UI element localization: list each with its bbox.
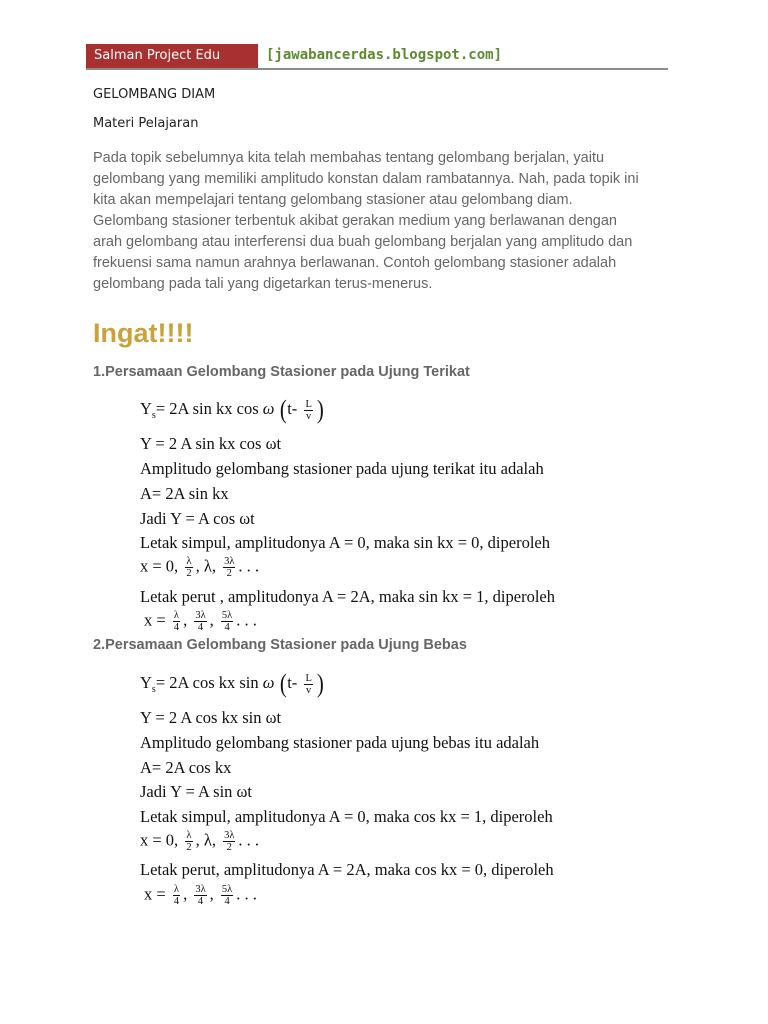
s2-perut-values: x = $\frac{\lambda}{4}$ , $\frac{3\lambda}{4}$ , $\frac{5\lambda}{4}$ . . . <box>144 884 257 907</box>
s2-simpul-values: x = 0, $\frac{\lambda}{2}$ , λ, $\frac{3\lambda}{2}$ . . . <box>140 830 260 853</box>
s2-eq-a: A= 2A cos kx <box>140 758 232 777</box>
s1-eq-y: Y = 2 A sin kx cos ωt <box>140 434 282 453</box>
s2-eq-jadi: Jadi Y = A sin ωt <box>140 782 252 801</box>
s1-text-simpul: Letak simpul, amplitudonya A = 0, maka sin kx = 0, diperoleh <box>140 533 550 552</box>
section2-heading: 2.Persamaan Gelombang Stasioner pada Ujung Bebas <box>93 637 467 653</box>
s2-text-perut: Letak perut, amplitudonya A = 2A, maka cos kx = 0, diperoleh <box>140 860 554 879</box>
s1-simpul-values: x = 0, $\frac{\lambda}{2}$ , λ, $\frac{3\lambda}{2}$ . . . <box>140 556 260 579</box>
s2-text-amplitudo: Amplitudo gelombang stasioner pada ujung bebas itu adalah <box>140 733 540 752</box>
s1-eq-ys: $Y_s= 2A$ sin kx cos ω (t- $\frac{L}{v}$ ) <box>140 395 324 424</box>
header-site-link[interactable]: [jawabancerdas.blogspot.com] <box>266 47 503 63</box>
s1-eq-jadi: Jadi Y = A cos ωt <box>140 509 255 528</box>
intro-line: Pada topik sebelumnya kita telah membahas tentang gelombang berjalan, yaitu <box>93 150 605 166</box>
s2-text-simpul: Letak simpul, amplitudonya A = 0, maka cos kx = 1, diperoleh <box>140 807 553 826</box>
intro-line: arah gelombang atau interferensi dua buah gelombang berjalan yang amplitudo dan <box>93 234 633 250</box>
intro-line: frekuensi sama namun arahnya berlawanan. Contoh gelombang stasioner adalah <box>93 255 617 271</box>
document-title: GELOMBANG DIAM <box>93 87 216 102</box>
s1-perut-values: x = $\frac{\lambda}{4}$ , $\frac{3\lambda}{4}$ , $\frac{5\lambda}{4}$ . . . <box>144 610 257 633</box>
s1-text-perut: Letak perut , amplitudonya A = 2A, maka sin kx = 1, diperoleh <box>140 587 555 606</box>
intro-line: gelombang pada tali yang digetarkan terus-menerus. <box>93 276 433 292</box>
s2-eq-y: Y = 2 A cos kx sin ωt <box>140 708 282 727</box>
section1-heading: 1.Persamaan Gelombang Stasioner pada Ujung Terikat <box>93 364 470 380</box>
intro-line: kita akan mempelajari tentang gelombang stasioner atau gelombang diam. <box>93 192 573 208</box>
header-brand: Salman Project Edu <box>86 44 258 68</box>
s1-eq-a: A= 2A sin kx <box>140 484 229 503</box>
s1-text-amplitudo: Amplitudo gelombang stasioner pada ujung terikat itu adalah <box>140 459 544 478</box>
ingat-heading: Ingat!!!! <box>93 318 194 348</box>
intro-paragraph <box>93 148 683 295</box>
header-divider <box>86 68 668 70</box>
intro-line: gelombang yang memiliki amplitudo konstan dalam rambatannya. Nah, pada topik ini <box>93 171 639 187</box>
s2-eq-ys: $Y_s= 2A$ cos kx sin ω (t- $\frac{L}{v}$ ) <box>140 669 324 698</box>
document-subtitle: Materi Pelajaran <box>93 116 199 131</box>
intro-line: Gelombang stasioner terbentuk akibat gerakan medium yang berlawanan dengan <box>93 213 617 229</box>
